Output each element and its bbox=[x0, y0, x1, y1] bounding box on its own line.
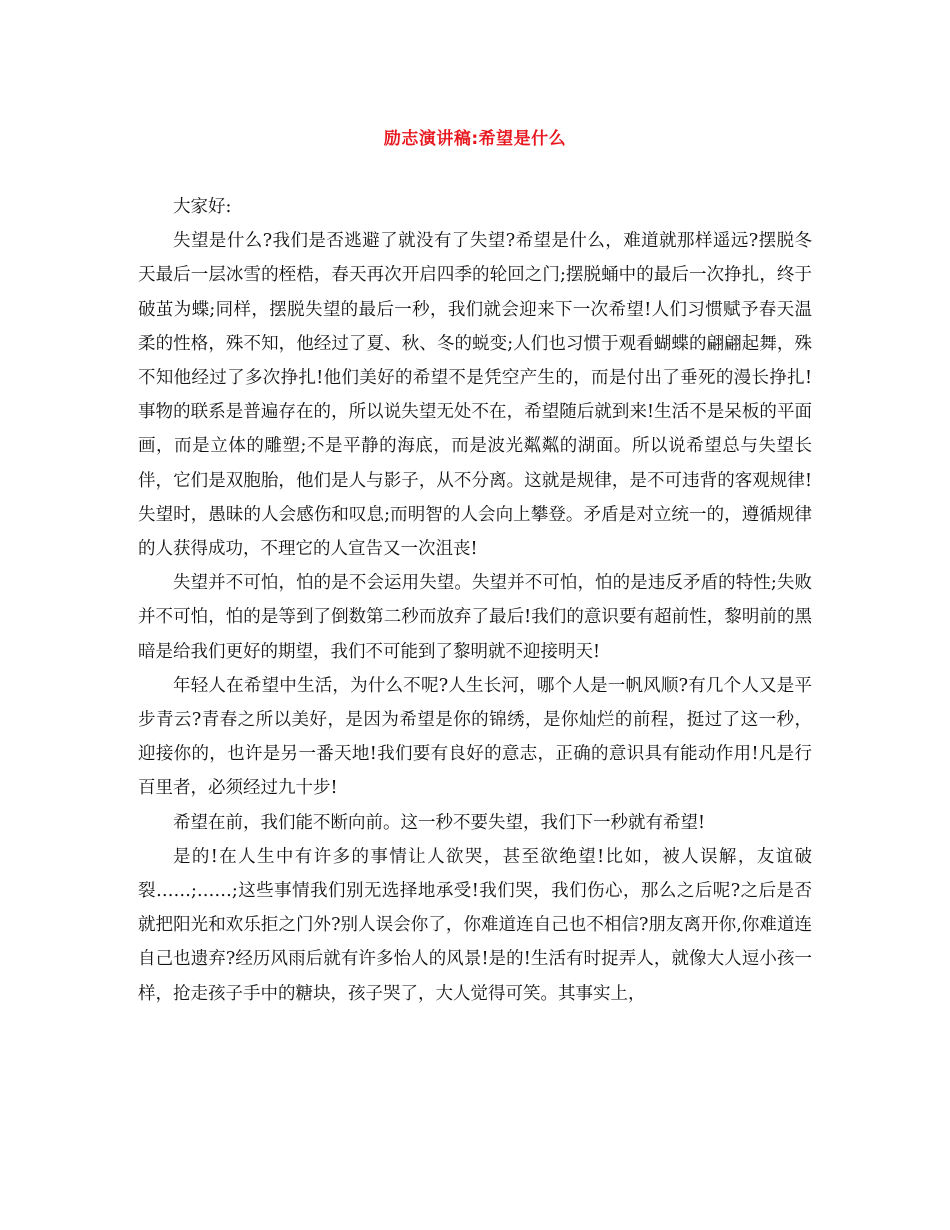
paragraph: 失望是什么?我们是否逃避了就没有了失望?希望是什么，难道就那样遥远?摆脱冬天最后一层冰雪的桎梏，春天再次开启四季的轮回之门;摆脱蛹中的最后一次挣扎，终于破茧为蝶;同样，摆脱失望的最后一秒，我们就会迎来下一次希望!人们习惯赋予春天温柔的性格，殊不知，他经过了夏、秋、冬的蜕变;人们也习惯于观看蝴蝶的翩翩起舞，殊不知他经过了多次挣扎!他们美好的希望不是凭空产生的，而是付出了垂死的漫长挣扎!事物的联系是普遍存在的，所以说失望无处不在，希望随后就到来!生活不是呆板的平面画，而是立体的雕塑;不是平静的海底，而是波光粼粼的湖面。所以说希望总与失望长伴，它们是双胞胎，他们是人与影子，从不分离。这就是规律，是不可违背的客观规律!失望时，愚昧的人会感伤和叹息;而明智的人会向上攀登。矛盾是对立统一的，遵循规律的人获得成功，不理它的人宣告又一次沮丧! bbox=[138, 231, 812, 560]
paragraph: 是的!在人生中有许多的事情让人欲哭，甚至欲绝望!比如，被人误解，友谊破裂……;……;这些事情我们别无选择地承受!我们哭，我们伤心，那么之后呢?之后是否就把阳光和欢乐拒之门外?别人误会你了，你难道连自己也不相信?朋友离开你,你难道连自己也遗弃?经历风雨后就有许多怡人的风景!是的!生活有时捉弄人，就像大人逗小孩一样，抢走孩子手中的糖块，孩子哭了，大人觉得可笑。其事实上， bbox=[138, 846, 812, 1004]
paragraph: 失望并不可怕，怕的是不会运用失望。失望并不可怕，怕的是违反矛盾的特性;失败并不可怕，怕的是等到了倒数第二秒而放弃了最后!我们的意识要有超前性，黎明前的黑暗是给我们更好的期望，我们不可能到了黎明就不迎接明天! bbox=[138, 573, 812, 662]
paragraph: 希望在前，我们能不断向前。这一秒不要失望，我们下一秒就有希望! bbox=[173, 812, 706, 833]
paragraph-greeting: 大家好: bbox=[173, 197, 232, 217]
paragraph: 年轻人在希望中生活，为什么不呢?人生长河，哪个人是一帆风顺?有几个人又是平步青云?青春之所以美好，是因为希望是你的锦绣，是你灿烂的前程，挺过了这一秒，迎接你的，也许是另一番天地!我们要有良好的意志，正确的意识具有能动作用!凡是行百里者，必须经过九十步! bbox=[138, 675, 812, 799]
document-title: 励志演讲稿:希望是什么 bbox=[383, 129, 567, 149]
document-body bbox=[138, 190, 812, 1011]
